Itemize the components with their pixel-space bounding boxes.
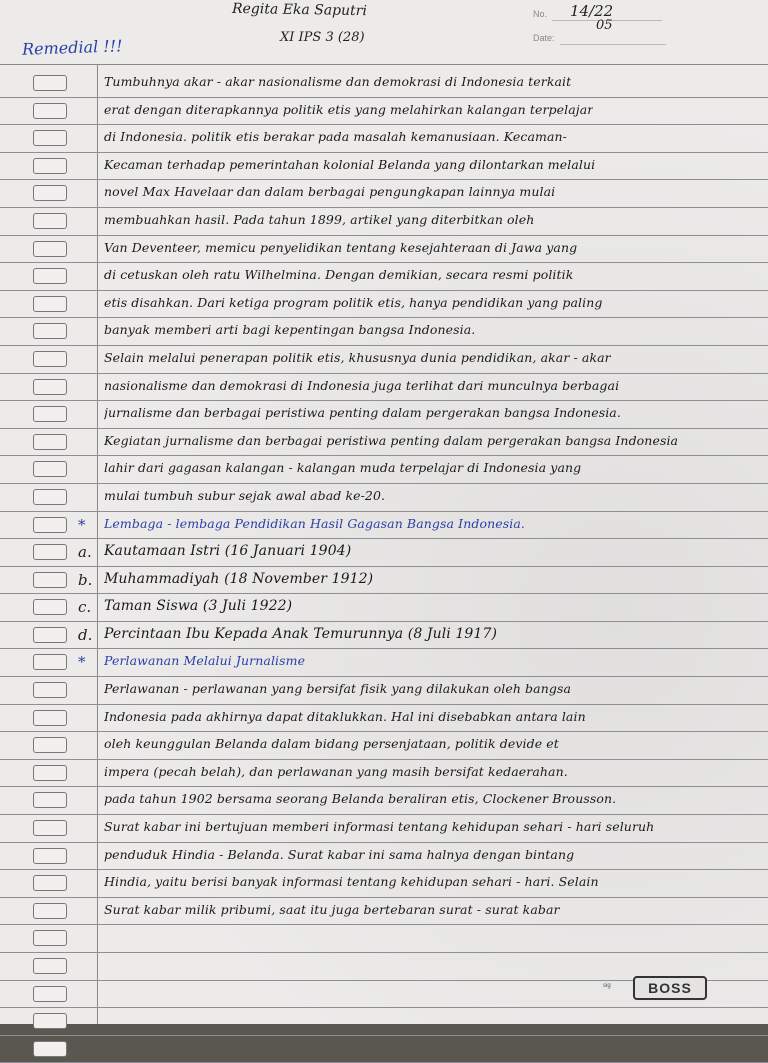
- date-value-top: 14/22: [570, 2, 614, 20]
- line-checkbox: [33, 1041, 67, 1057]
- notebook-line: [0, 677, 768, 705]
- notebook-line: [0, 374, 768, 402]
- line-text: di cetuskan oleh ratu Wilhelmina. Dengan demikian, secara resmi politik: [104, 267, 574, 283]
- line-text: penduduk Hindia - Belanda. Surat kabar ini sama halnya dengan bintang: [104, 846, 575, 862]
- line-marker: c.: [78, 598, 92, 617]
- line-text: Kecaman terhadap pemerintahan kolonial Belanda yang dilontarkan melalui: [104, 156, 596, 172]
- writer-name: Regita Eka Saputri: [231, 0, 368, 20]
- notebook-line: [0, 153, 768, 181]
- date-value-bottom: 05: [596, 18, 613, 33]
- notebook-line: [0, 1008, 768, 1036]
- line-text: Percintaan Ibu Kepada Anak Temurunnya (8 Juli 1917): [104, 625, 498, 642]
- notebook-line: [0, 484, 768, 512]
- date-underline: [560, 44, 666, 45]
- line-checkbox: [33, 654, 67, 670]
- line-text: etis disahkan. Dari ketiga program politik etis, hanya pendidikan yang paling: [104, 294, 603, 310]
- line-text: Surat kabar ini bertujuan memberi informasi tentang kehidupan sehari - hari seluruh: [104, 819, 655, 835]
- notebook-line: [0, 263, 768, 291]
- line-checkbox: [33, 848, 67, 864]
- line-checkbox: [33, 930, 67, 946]
- line-marker: a.: [78, 543, 92, 562]
- notebook-line: [0, 98, 768, 126]
- line-checkbox: [33, 875, 67, 891]
- notebook-line: [0, 401, 768, 429]
- line-checkbox: [33, 434, 67, 450]
- line-marker: *: [78, 515, 86, 534]
- class-label: XI IPS 3 (28): [280, 30, 365, 45]
- notebook-line: [0, 815, 768, 843]
- notebook-line: [0, 870, 768, 898]
- notebook-line: [0, 843, 768, 871]
- line-text: Indonesia pada akhirnya dapat ditaklukkan. Hal ini disebabkan antara lain: [104, 708, 586, 724]
- notebook-line: [0, 539, 768, 567]
- line-checkbox: [33, 544, 67, 560]
- logo-prefix: sig: [603, 983, 611, 989]
- notebook-line: [0, 622, 768, 650]
- line-text: oleh keunggulan Belanda dalam bidang persenjataan, politik devide et: [104, 736, 559, 752]
- no-label: No.: [533, 9, 548, 19]
- line-checkbox: [33, 903, 67, 919]
- line-checkbox: [33, 185, 67, 201]
- line-text: di Indonesia. politik etis berakar pada masalah kemanusiaan. Kecaman-: [104, 129, 568, 145]
- line-marker: d.: [78, 625, 93, 644]
- date-label: Date:: [533, 33, 555, 43]
- page-header: [0, 0, 768, 70]
- line-checkbox: [33, 158, 67, 174]
- top-rule: [0, 64, 768, 65]
- notebook-line: [0, 125, 768, 153]
- notebook-line: [0, 925, 768, 953]
- line-checkbox: [33, 710, 67, 726]
- notebook-line: [0, 1036, 768, 1063]
- line-text: pada tahun 1902 bersama seorang Belanda beraliran etis, Clockener Brousson.: [104, 791, 617, 807]
- notebook-line: [0, 705, 768, 733]
- line-checkbox: [33, 296, 67, 312]
- line-checkbox: [33, 599, 67, 615]
- line-checkbox: [33, 323, 67, 339]
- line-checkbox: [33, 75, 67, 91]
- ruled-lines: [0, 70, 768, 1063]
- line-text: erat dengan diterapkannya politik etis yang melahirkan kalangan terpelajar: [104, 101, 594, 117]
- line-text: lahir dari gagasan kalangan - kalangan muda terpelajar di Indonesia yang: [104, 460, 582, 476]
- line-text: Selain melalui penerapan politik etis, khususnya dunia pendidikan, akar - akar: [104, 349, 611, 365]
- line-marker: *: [78, 653, 86, 672]
- brand-logo: BOSS: [633, 976, 707, 1000]
- line-checkbox: [33, 682, 67, 698]
- line-text: Lembaga - lembaga Pendidikan Hasil Gagasan Bangsa Indonesia.: [104, 515, 525, 531]
- notebook-line: [0, 180, 768, 208]
- line-text: Perlawanan Melalui Jurnalisme: [104, 653, 306, 669]
- line-checkbox: [33, 103, 67, 119]
- notebook-line: [0, 236, 768, 264]
- line-checkbox: [33, 489, 67, 505]
- notebook-line: [0, 732, 768, 760]
- line-text: mulai tumbuh subur sejak awal abad ke-20.: [104, 487, 386, 503]
- line-checkbox: [33, 765, 67, 781]
- line-checkbox: [33, 461, 67, 477]
- line-text: Kautamaan Istri (16 Januari 1904): [104, 543, 352, 560]
- remedial-note: Remedial !!!: [21, 36, 123, 59]
- notebook-line: [0, 760, 768, 788]
- line-text: Surat kabar milik pribumi, saat itu juga bertebaran surat - surat kabar: [104, 901, 560, 917]
- line-text: Tumbuhnya akar - akar nasionalisme dan demokrasi di Indonesia terkait: [104, 74, 572, 89]
- notebook-line: [0, 456, 768, 484]
- line-checkbox: [33, 627, 67, 643]
- notebook-line: [0, 567, 768, 595]
- line-text: Hindia, yaitu berisi banyak informasi tentang kehidupan sehari - hari. Selain: [104, 874, 599, 890]
- notebook-line: [0, 649, 768, 677]
- line-checkbox: [33, 241, 67, 257]
- line-checkbox: [33, 130, 67, 146]
- line-checkbox: [33, 737, 67, 753]
- line-checkbox: [33, 986, 67, 1002]
- line-checkbox: [33, 820, 67, 836]
- line-text: Van Deventeer, memicu penyelidikan tentang kesejahteraan di Jawa yang: [104, 239, 578, 255]
- line-checkbox: [33, 351, 67, 367]
- line-marker: b.: [78, 570, 93, 589]
- line-text: Muhammadiyah (18 November 1912): [104, 570, 374, 587]
- line-checkbox: [33, 406, 67, 422]
- line-checkbox: [33, 379, 67, 395]
- line-text: novel Max Havelaar dan dalam berbagai pengungkapan lainnya mulai: [104, 184, 556, 200]
- line-text: membuahkan hasil. Pada tahun 1899, artikel yang diterbitkan oleh: [104, 211, 535, 227]
- notebook-line: [0, 429, 768, 457]
- notebook-line: [0, 594, 768, 622]
- notebook-line: [0, 208, 768, 236]
- line-checkbox: [33, 792, 67, 808]
- line-checkbox: [33, 517, 67, 533]
- notebook-line: [0, 70, 768, 98]
- line-text: Kegiatan jurnalisme dan berbagai peristiwa penting dalam pergerakan bangsa Indonesia: [104, 432, 679, 448]
- line-checkbox: [33, 268, 67, 284]
- notebook-line: [0, 512, 768, 540]
- notebook-line: [0, 318, 768, 346]
- line-checkbox: [33, 958, 67, 974]
- line-text: banyak memberi arti bagi kepentingan bangsa Indonesia.: [104, 322, 476, 338]
- line-text: impera (pecah belah), dan perlawanan yang masih bersifat kedaerahan.: [104, 763, 568, 779]
- line-checkbox: [33, 213, 67, 229]
- line-text: Perlawanan - perlawanan yang bersifat fisik yang dilakukan oleh bangsa: [104, 681, 572, 697]
- notebook-line: [0, 291, 768, 319]
- line-text: jurnalisme dan berbagai peristiwa penting dalam pergerakan bangsa Indonesia.: [104, 405, 621, 421]
- notebook-line: [0, 787, 768, 815]
- line-checkbox: [33, 1013, 67, 1029]
- line-text: nasionalisme dan demokrasi di Indonesia juga terlihat dari munculnya berbagai: [104, 377, 620, 393]
- notebook-line: [0, 898, 768, 926]
- notebook-line: [0, 346, 768, 374]
- line-checkbox: [33, 572, 67, 588]
- line-text: Taman Siswa (3 Juli 1922): [104, 598, 293, 615]
